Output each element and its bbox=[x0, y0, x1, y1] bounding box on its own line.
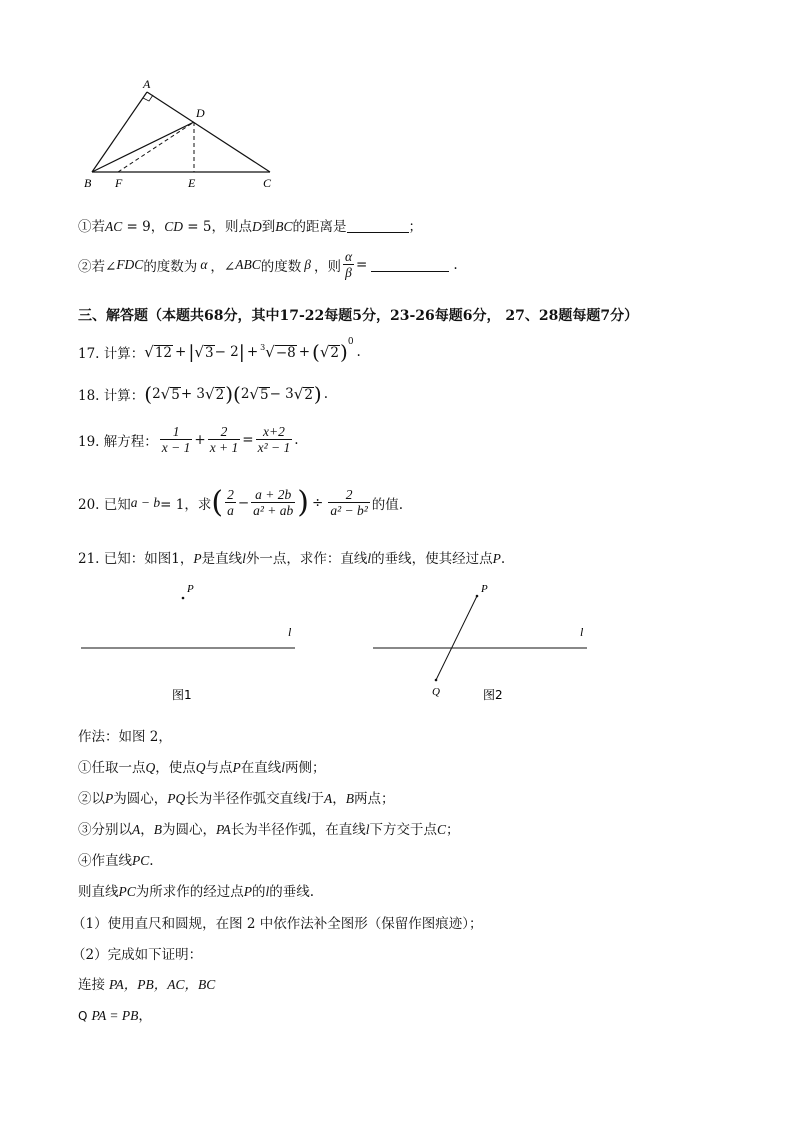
task-2: （2）完成如下证明： bbox=[72, 947, 203, 963]
text: ①任取一点 bbox=[78, 760, 146, 776]
text: . bbox=[500, 551, 506, 567]
paren: ) bbox=[340, 340, 348, 364]
root-index: 3 bbox=[260, 342, 266, 352]
text: . bbox=[453, 257, 458, 273]
radicand: 3 bbox=[204, 344, 214, 361]
problem-18 bbox=[78, 382, 328, 406]
text: 两侧； bbox=[285, 760, 326, 776]
numerator: α bbox=[344, 249, 353, 264]
text: 21. 已知：如图1， bbox=[78, 551, 194, 567]
text: 的 bbox=[252, 884, 266, 900]
denominator: β bbox=[345, 265, 352, 280]
sqrt-icon: √ bbox=[194, 343, 204, 361]
math: P bbox=[193, 551, 202, 566]
text: 与点 bbox=[205, 760, 233, 776]
denominator: x² − 1 bbox=[257, 440, 291, 455]
problem-number: 19. 解方程： bbox=[78, 434, 158, 450]
caption-fig1: 图1 bbox=[172, 688, 192, 702]
text: 的度数 bbox=[260, 259, 302, 275]
math: B bbox=[153, 822, 162, 837]
problem-20 bbox=[78, 485, 404, 520]
text: = 5，则点 bbox=[183, 219, 252, 235]
problem-number: 18. 计算： bbox=[78, 388, 145, 404]
segment-bd bbox=[92, 122, 194, 172]
paren: ( bbox=[144, 382, 153, 406]
text: + bbox=[175, 344, 187, 360]
problem-number: 20. 已知 bbox=[78, 497, 131, 513]
math: β bbox=[304, 257, 311, 272]
paren: ( bbox=[312, 340, 320, 364]
radicand: 2 bbox=[304, 386, 313, 403]
text: ③分别以 bbox=[78, 822, 132, 838]
text: = 9， bbox=[122, 219, 165, 235]
math: FDC bbox=[116, 257, 144, 272]
text: 下方交于点 bbox=[369, 822, 438, 838]
label-b: B bbox=[84, 176, 92, 190]
problem-17 bbox=[78, 337, 361, 364]
fraction bbox=[160, 425, 193, 455]
math: α bbox=[200, 257, 208, 272]
text: 为圆心， bbox=[162, 822, 216, 838]
math: C bbox=[437, 822, 447, 837]
paren: ) bbox=[297, 485, 310, 520]
text: 为圆心， bbox=[113, 791, 168, 807]
denominator: x − 1 bbox=[161, 440, 191, 455]
text: ； bbox=[408, 219, 423, 235]
problem-19 bbox=[78, 425, 299, 455]
numerator: 2 bbox=[345, 487, 353, 502]
text: − 3 bbox=[269, 386, 294, 402]
text: 外一点，求作：直线 bbox=[245, 551, 368, 567]
denominator: a² − b² bbox=[330, 503, 368, 518]
text: 的垂线，使其经过点 bbox=[371, 551, 493, 567]
sqrt-icon: √ bbox=[265, 343, 275, 361]
text: 的距离是 bbox=[292, 219, 347, 235]
fraction bbox=[256, 425, 293, 455]
label-e: E bbox=[188, 176, 196, 190]
edge-ac bbox=[147, 92, 270, 172]
text: ； bbox=[446, 822, 460, 838]
text: . bbox=[149, 853, 154, 869]
caption-fig2: 图2 bbox=[483, 688, 503, 702]
section-heading: 三、解答题（本题共68分，其中17-22每题5分，23-26每题6分， 27、28题每题7分） bbox=[78, 308, 639, 324]
text: = 1，求 bbox=[160, 497, 212, 513]
method-step-1 bbox=[78, 756, 326, 776]
math: PC bbox=[118, 884, 136, 899]
method-step-3 bbox=[78, 818, 460, 838]
label-p: P bbox=[187, 583, 194, 595]
math: l bbox=[367, 551, 372, 566]
math: P bbox=[232, 760, 241, 775]
math: Q bbox=[195, 760, 206, 775]
denominator: a bbox=[227, 503, 234, 518]
text: ①若 bbox=[78, 219, 105, 235]
text: = bbox=[356, 257, 368, 273]
numerator: 1 bbox=[172, 424, 180, 439]
sqrt-icon: √ bbox=[293, 385, 304, 403]
answer-blank[interactable] bbox=[347, 220, 409, 233]
text: | bbox=[238, 341, 245, 363]
math: A bbox=[324, 791, 333, 806]
label-p: P bbox=[481, 583, 488, 595]
sqrt-icon: √ bbox=[319, 343, 330, 361]
sqrt-icon: √ bbox=[249, 385, 259, 403]
problem-21 bbox=[78, 547, 505, 567]
text: + bbox=[246, 344, 259, 360]
because-symbol: Q bbox=[78, 1009, 88, 1023]
math: PA = PB bbox=[91, 1008, 139, 1023]
point-p bbox=[476, 595, 479, 598]
label-q: Q bbox=[432, 686, 440, 698]
text: 的度数为 bbox=[143, 259, 198, 275]
math: D bbox=[252, 219, 262, 234]
paren: ( bbox=[211, 485, 224, 520]
text: 是直线 bbox=[201, 551, 243, 567]
text: + bbox=[194, 432, 206, 448]
text: 连接 bbox=[78, 977, 105, 993]
text: ，则 bbox=[313, 259, 341, 275]
text: 到 bbox=[261, 219, 276, 235]
text: ②以 bbox=[78, 791, 105, 807]
numerator: x+2 bbox=[263, 424, 285, 439]
text: 于 bbox=[310, 791, 325, 807]
numerator: a + 2b bbox=[255, 487, 292, 502]
text: ②若∠ bbox=[78, 259, 117, 275]
radicand: 5 bbox=[171, 386, 180, 403]
fraction bbox=[251, 488, 295, 518]
label-f: F bbox=[115, 176, 123, 190]
paren: ( bbox=[233, 382, 241, 406]
denominator: x + 1 bbox=[209, 440, 239, 455]
fraction bbox=[208, 425, 241, 455]
question-part-1 bbox=[78, 215, 422, 235]
sqrt-icon: √ bbox=[205, 385, 215, 403]
figure-2 bbox=[370, 578, 600, 708]
point-q bbox=[435, 679, 438, 682]
math: PQ bbox=[167, 791, 186, 806]
connect-line bbox=[78, 973, 215, 993]
math: AC bbox=[105, 219, 123, 234]
text: ÷ bbox=[312, 495, 324, 511]
text: 长为半径作弧交直线 bbox=[185, 791, 307, 807]
math: l bbox=[306, 791, 311, 806]
radicand: 12 bbox=[154, 344, 173, 361]
segment-pq bbox=[436, 596, 477, 680]
text: . bbox=[323, 386, 329, 402]
math: P bbox=[105, 791, 114, 806]
math: P bbox=[492, 551, 501, 566]
numerator: 2 bbox=[220, 424, 228, 439]
math: Q bbox=[145, 760, 156, 775]
math: A bbox=[132, 822, 141, 837]
math: PA，PB，AC，BC bbox=[109, 977, 216, 992]
math: CD bbox=[164, 219, 184, 234]
label-l: l bbox=[580, 625, 584, 639]
math: PC bbox=[132, 853, 150, 868]
edge-ba bbox=[92, 92, 147, 172]
math: ABC bbox=[235, 257, 261, 272]
math: l bbox=[265, 884, 270, 899]
text: . bbox=[294, 432, 299, 448]
math: P bbox=[243, 884, 253, 899]
because-line bbox=[78, 1004, 152, 1024]
text: 的垂线. bbox=[269, 884, 315, 900]
question-part-2 bbox=[78, 250, 458, 280]
fraction bbox=[328, 488, 369, 518]
fraction bbox=[225, 488, 236, 518]
math: PA bbox=[216, 822, 231, 837]
exponent: 0 bbox=[347, 337, 354, 347]
figure-1 bbox=[78, 578, 308, 708]
method-step-4 bbox=[78, 849, 154, 869]
text: ，使点 bbox=[155, 760, 196, 776]
text: + bbox=[298, 344, 311, 360]
math: BC bbox=[275, 219, 293, 234]
sqrt-icon: √ bbox=[144, 343, 154, 361]
text: ④作直线 bbox=[78, 853, 132, 869]
text: 的值. bbox=[371, 497, 404, 513]
math: l bbox=[242, 551, 246, 566]
task-1: （1）使用直尺和圆规，在图 2 中依作法补全图形（保留作图痕迹）； bbox=[72, 916, 483, 932]
text: ，∠ bbox=[210, 259, 236, 275]
text: − bbox=[237, 495, 250, 511]
problem-number: 17. 计算： bbox=[78, 346, 145, 362]
method-intro: 作法：如图 2， bbox=[78, 729, 172, 745]
text: + 3 bbox=[180, 386, 206, 402]
triangle-figure bbox=[80, 70, 290, 195]
text: 则直线 bbox=[78, 884, 119, 900]
segment-fd bbox=[118, 122, 194, 172]
text: 2 bbox=[240, 386, 250, 402]
text: 两点； bbox=[354, 791, 395, 807]
text: . bbox=[356, 344, 361, 360]
text: = bbox=[242, 432, 254, 448]
text: | bbox=[188, 341, 195, 363]
paren: ) bbox=[313, 382, 322, 406]
text: ， bbox=[140, 822, 154, 838]
radicand: 2 bbox=[330, 344, 339, 361]
math: l bbox=[281, 760, 286, 775]
text: ， bbox=[138, 1008, 152, 1024]
fraction bbox=[343, 250, 354, 280]
method-step-2 bbox=[78, 787, 395, 807]
answer-blank[interactable] bbox=[371, 259, 449, 272]
label-d: D bbox=[196, 106, 205, 120]
label-l: l bbox=[288, 625, 292, 639]
text: 2 bbox=[152, 386, 161, 402]
label-c: C bbox=[263, 176, 272, 190]
text: − 2 bbox=[214, 344, 239, 360]
text: 为所求作的经过点 bbox=[135, 884, 244, 900]
radicand: −8 bbox=[275, 344, 296, 361]
numerator: 2 bbox=[227, 487, 234, 502]
radicand: 5 bbox=[259, 386, 269, 403]
math: B bbox=[345, 791, 355, 806]
paren: ) bbox=[225, 382, 233, 406]
denominator: a² + ab bbox=[253, 503, 294, 518]
math: a − b bbox=[130, 495, 161, 510]
label-a: A bbox=[143, 77, 151, 91]
text: ， bbox=[332, 791, 346, 807]
point-p bbox=[182, 597, 185, 600]
math: l bbox=[365, 822, 370, 837]
method-conclusion bbox=[78, 880, 314, 900]
text: 长为半径作弧，在直线 bbox=[230, 822, 366, 838]
radicand: 2 bbox=[215, 386, 225, 403]
text: 在直线 bbox=[240, 760, 282, 776]
sqrt-icon: √ bbox=[160, 385, 171, 403]
